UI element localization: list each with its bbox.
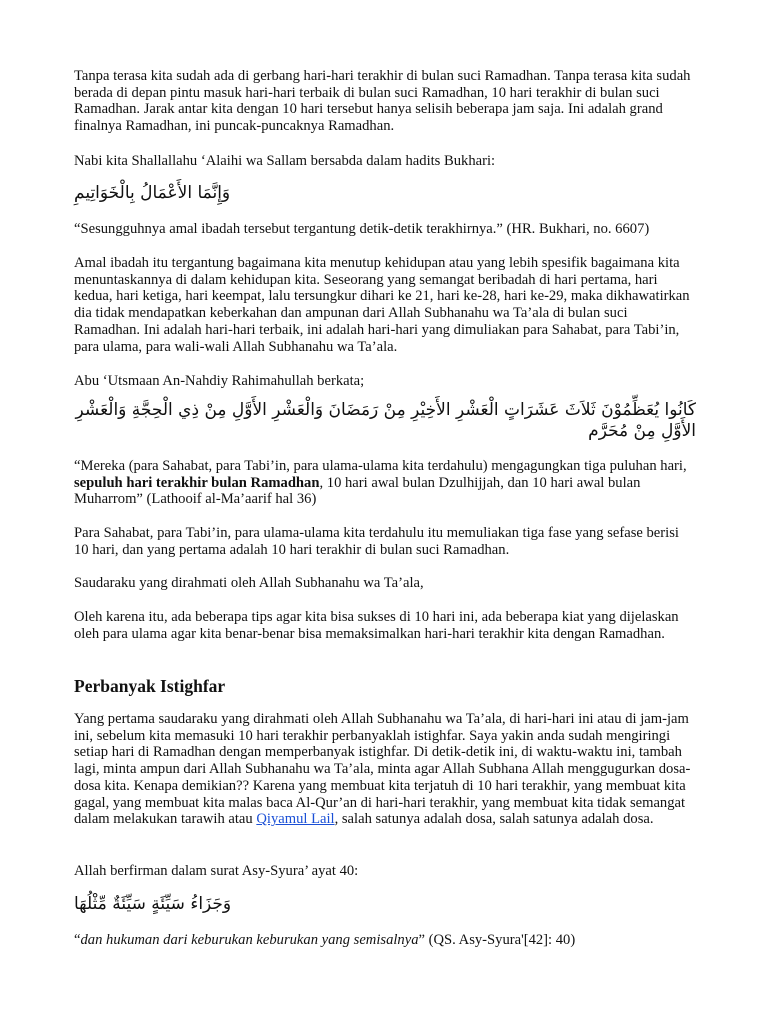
close-quote: ” [418,932,425,948]
quote-text-start: “Mereka (para Sahabat, para Tabi’in, para ulama-ulama kita terdahulu) mengagungkan tiga puluhan hari, [74,458,687,474]
paragraph-hadith-intro: Nabi kita Shallallahu ‘Alaihi wa Sallam bersabda dalam hadits Bukhari: [74,153,496,169]
istighfar-text: Yang pertama saudaraku yang dirahmati oleh Allah Subhanahu wa Ta’ala, di hari-hari ini atau di jam-jam ini, sebelum kita memasuki 10 hari terakhir perbanyaklah istighfar. Saya yakin anda sudah mengiringi setiap hari di Ramadhan dengan memperbanyak istighfar. Di detik-detik ini, di waktu-waktu ini, tambah lagi, minta ampun dari Allah Subhanahu wa Ta’ala, minta agar Allah Subhana Allah menggugurkan dosa-dosa kita. Kenapa demikian?? Karena yang membuat kita terjatuh di 10 hari terakhir, yang membuat kita gagal, yang membuat kita malas baca Al-Qur’an di hari-hari terakhir, yang membuat kita tidak semangat dalam melakukan tarawih atau [74,711,691,828]
quote-text-end: , 10 hari awal bulan Dzulhijjah, dan 10 hari awal bulan Muharrom” (Lathooif al-Ma’aarif hal 36) [74,474,641,508]
paragraph-quote-translation [74,458,696,508]
paragraph-intro: Tanpa terasa kita sudah ada di gerbang hari-hari terakhir di bulan suci Ramadhan. Tanpa terasa kita sudah berada di depan pintu masuk hari-hari terbaik di bulan suci Ramadhan, 10 hari terakhir di bulan suci Ramadhan. Jarak antar kita dengan 10 hari tersebut hanya selisih beberapa jam saja. Ini adalah grand finalnya Ramadhan, ini puncak-puncaknya Ramadhan. [74,68,691,135]
paragraph-greeting: Saudaraku yang dirahmati oleh Allah Subhanahu wa Ta’ala, [74,575,424,591]
paragraph-ayat-translation [74,932,696,949]
arabic-quote: كَانُوا يُعَظِّمُوْنَ ثَلاَثَ عَشَرَاتٍ الْعَشْرِ الأَخِيْرِ مِنْ رَمَضَانَ وَالْعَشْرِ الأَوَّلِ مِنْ ذِي الْحِجَّةِ وَالْعَشْرِ الأَوَّلِ مِنْ مُحَرَّم [75,400,696,441]
paragraph-hadith-translation: “Sesungguhnya amal ibadah tersebut tergantung detik-detik terakhirnya.” (HR. Bukhari, no. 6607) [74,221,650,237]
paragraph-istighfar [74,711,696,828]
paragraph-three-phases: Para Sahabat, para Tabi’in, para ulama-ulama kita terdahulu itu memuliakan tiga fase yang sefase berisi 10 hari, dan yang pertama adalah 10 hari terakhir di bulan suci Ramadhan. [74,525,679,558]
section-heading: Perbanyak Istighfar [74,676,226,696]
arabic-ayat: وَجَزَاءُ سَيِّئَةٍ سَيِّئَةٌ مِّثْلُهَا [74,894,232,914]
ayat-reference: (QS. Asy-Syura'[42]: 40) [425,932,576,948]
quote-bold-phrase: sepuluh hari terakhir bulan Ramadhan [74,474,320,491]
qiyamul-lail-link[interactable]: Qiyamul Lail [256,811,335,828]
paragraph-explanation: Amal ibadah itu tergantung bagaimana kita menutup kehidupan atau yang lebih spesifik bagaimana kita menuntaskannya di dalam kehidupan kita. Seseorang yang semangat beribadah di hari pertama, hari kedua, hari ketiga, hari keempat, lalu tersungkur dihari ke 21, hari ke-28, hari ke-29, maka dikhawatirkan dia tidak mendapatkan keberkahan dan ampunan dari Allah Subhanahu wa Ta’ala di bulan suci Ramadhan. Ini adalah hari-hari terbaik, ini adalah hari-hari yang dimuliakan para Sahabat, para Tabi’in, para ulama, para wali-wali Allah Subhanahu wa Ta’ala. [74,255,690,355]
paragraph-ayat-intro: Allah berfirman dalam surat Asy-Syura’ ayat 40: [74,863,359,879]
open-quote: “ [74,932,81,948]
arabic-hadith: وَإِنَّمَا الأَعْمَالُ بِالْخَوَاتِيمِ [74,183,231,203]
ayat-translation-italic: dan hukuman dari keburukan keburukan yang semisalnya [80,932,419,948]
istighfar-text-end: , salah satunya adalah dosa, salah satunya adalah dosa. [334,811,654,828]
paragraph-quote-intro: Abu ‘Utsmaan An-Nahdiy Rahimahullah berkata; [74,373,365,389]
paragraph-tips: Oleh karena itu, ada beberapa tips agar kita bisa sukses di 10 hari ini, ada beberapa kiat yang dijelaskan oleh para ulama agar kita benar-benar bisa memaksimalkan hari-hari terakhir kita dengan Ramadhan. [74,609,679,642]
